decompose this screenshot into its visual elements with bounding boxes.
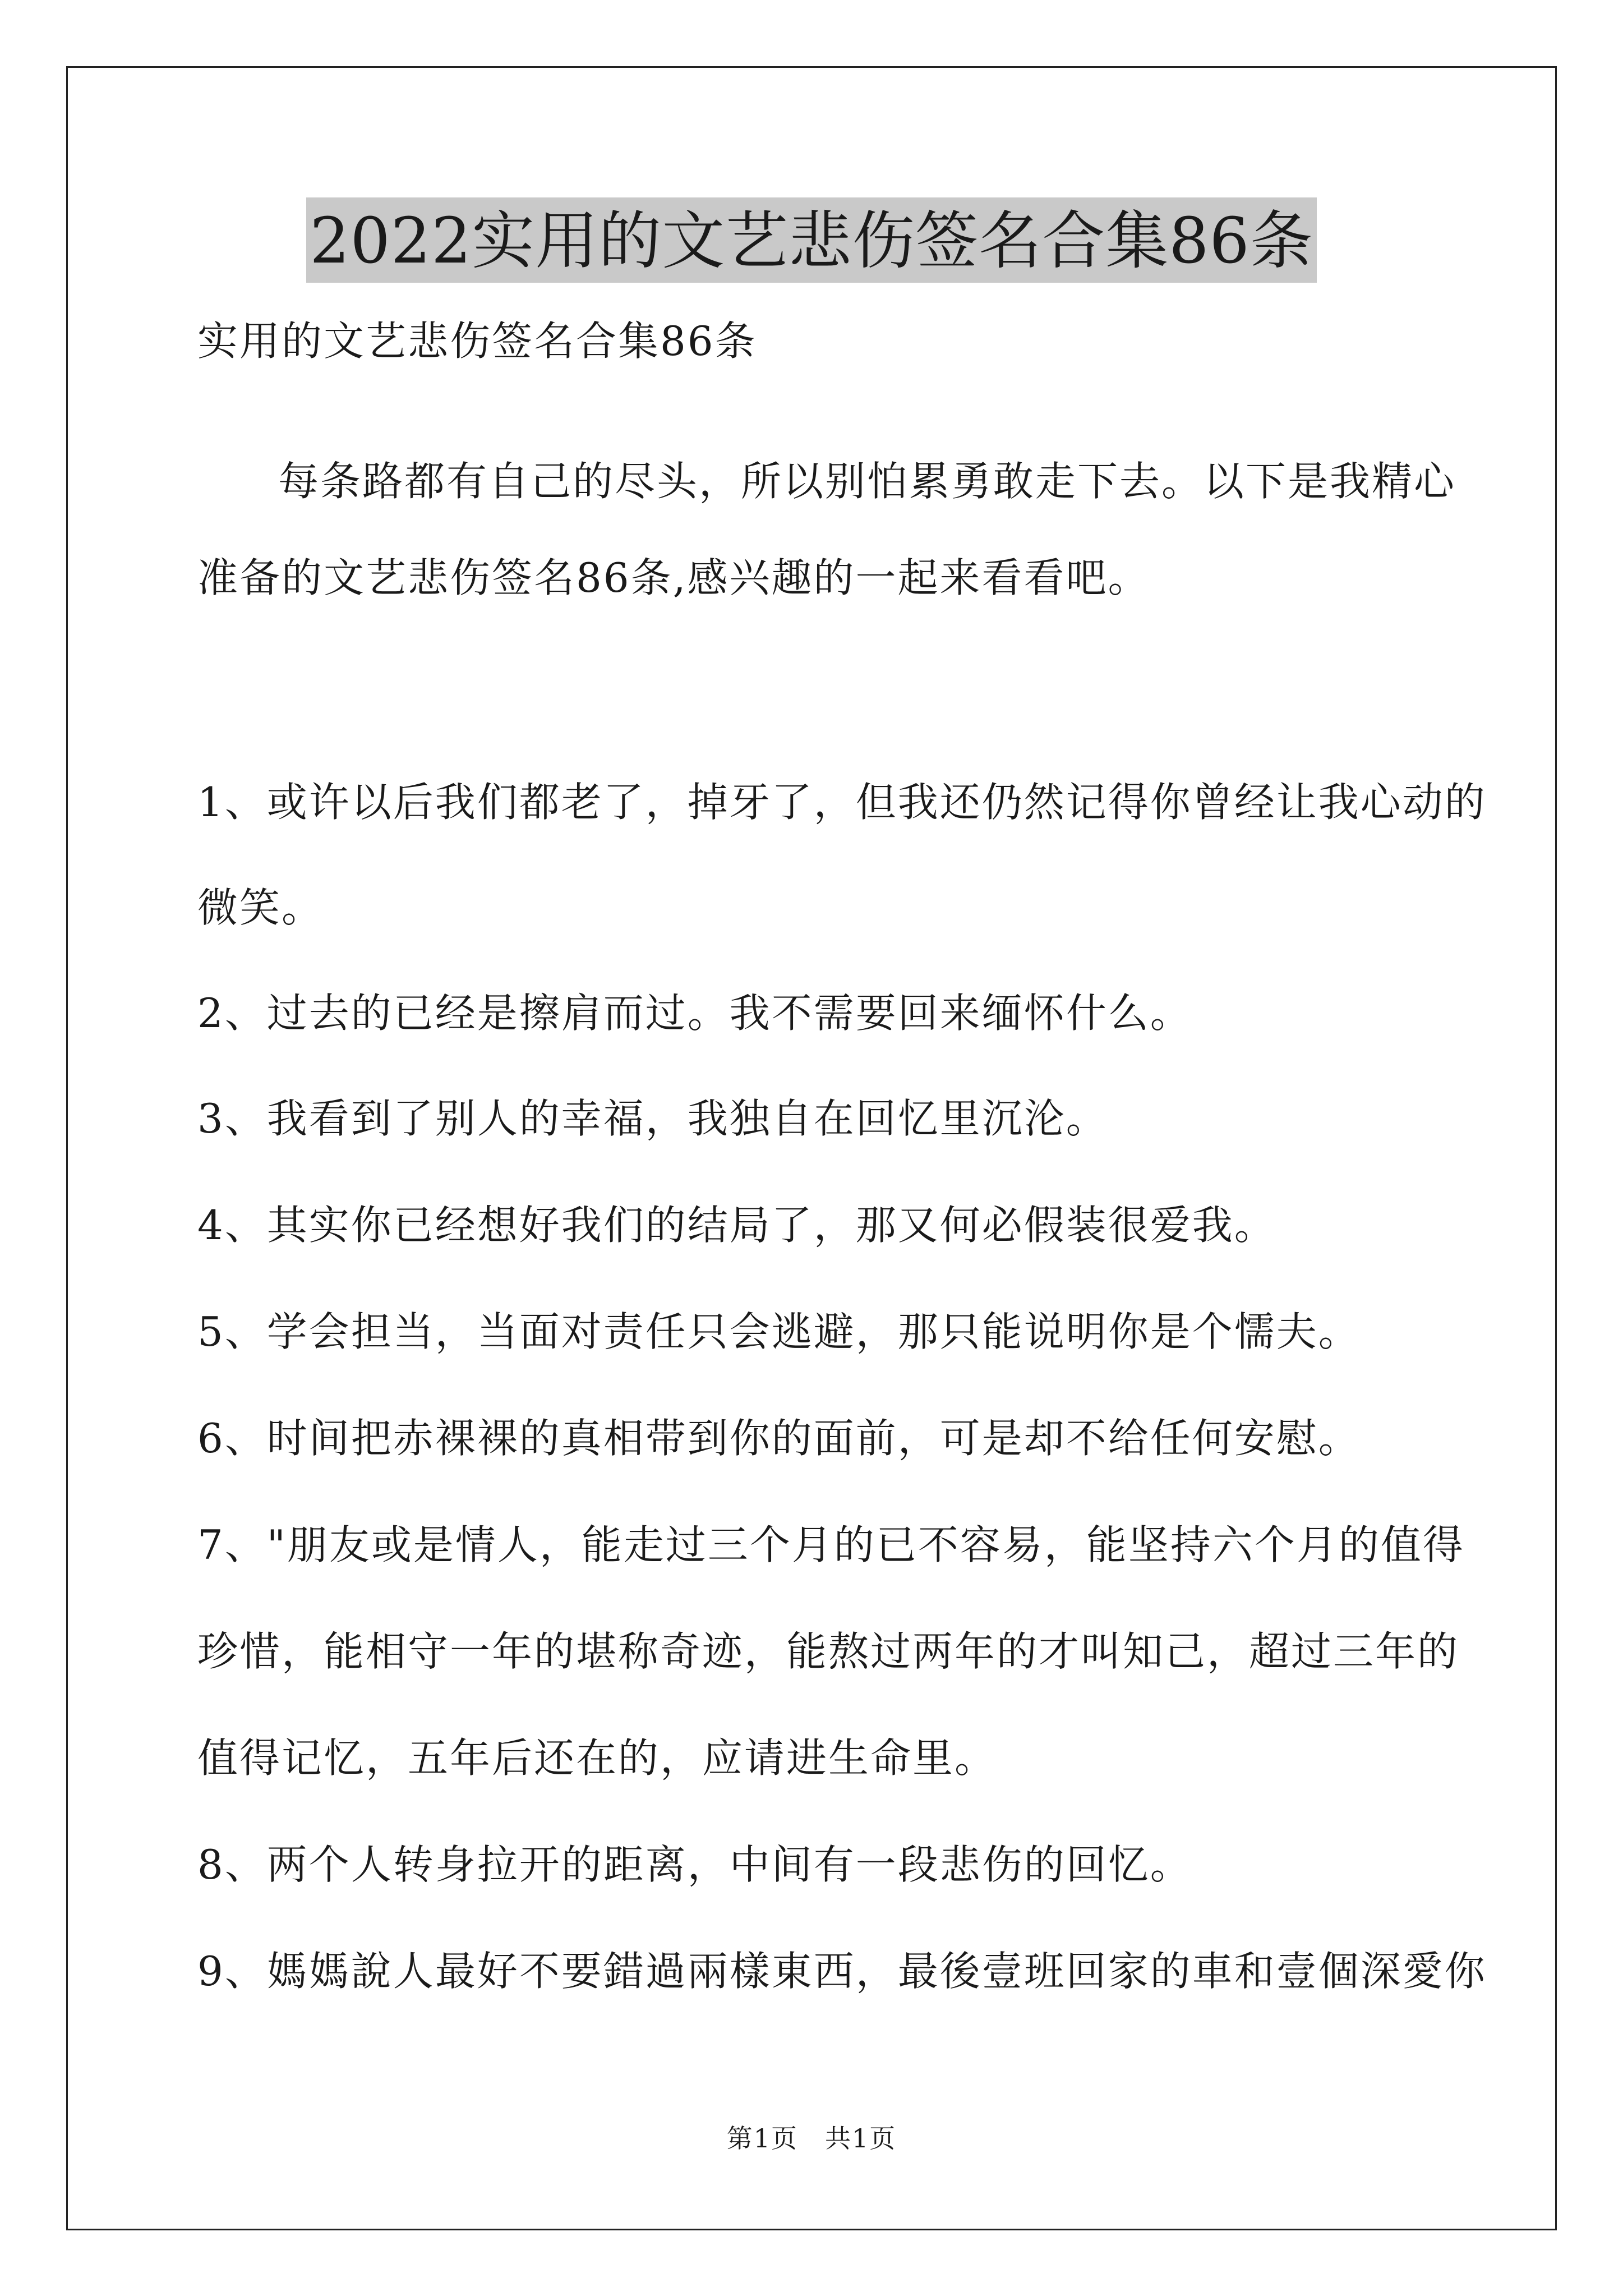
body-line: 7、"朋友或是情人，能走过三个月的已不容易，能坚持六个月的值得 (197, 1521, 1465, 1568)
intro-line: 准备的文艺悲伤签名86条,感兴趣的一起来看看吧。 (197, 554, 1150, 601)
document-title: 2022实用的文艺悲伤签名合集86条 (306, 197, 1317, 283)
body-line: 4、其实你已经想好我们的结局了，那又何必假装很爱我。 (197, 1202, 1276, 1249)
body-line: 6、时间把赤裸裸的真相带到你的面前，可是却不给任何安慰。 (197, 1415, 1361, 1462)
page-border (66, 66, 1557, 2230)
body-line: 2、过去的已经是擦肩而过。我不需要回来缅怀什么。 (197, 990, 1192, 1037)
body-line: 1、或许以后我们都老了，掉牙了，但我还仍然记得你曾经让我心动的 (197, 779, 1487, 826)
document-subtitle: 实用的文艺悲伤签名合集86条 (197, 318, 757, 365)
body-line: 9、媽媽說人最好不要錯過兩樣東西，最後壹班回家的車和壹個深愛你 (197, 1948, 1487, 1995)
title-container (0, 197, 1623, 283)
body-line: 3、我看到了别人的幸福，我独自在回忆里沉沦。 (197, 1095, 1108, 1142)
body-line: 珍惜，能相守一年的堪称奇迹，能熬过两年的才叫知己，超过三年的 (197, 1628, 1460, 1675)
body-line: 值得记忆，五年后还在的，应请进生命里。 (197, 1734, 997, 1782)
body-line: 微笑。 (197, 884, 324, 931)
body-line: 5、学会担当，当面对责任只会逃避，那只能说明你是个懦夫。 (197, 1308, 1361, 1355)
intro-line: 每条路都有自己的尽头，所以别怕累勇敢走下去。以下是我精心 (278, 458, 1456, 505)
page-footer: 第1页 共1页 (726, 2123, 897, 2154)
body-line: 8、两个人转身拉开的距离，中间有一段悲伤的回忆。 (197, 1841, 1192, 1888)
